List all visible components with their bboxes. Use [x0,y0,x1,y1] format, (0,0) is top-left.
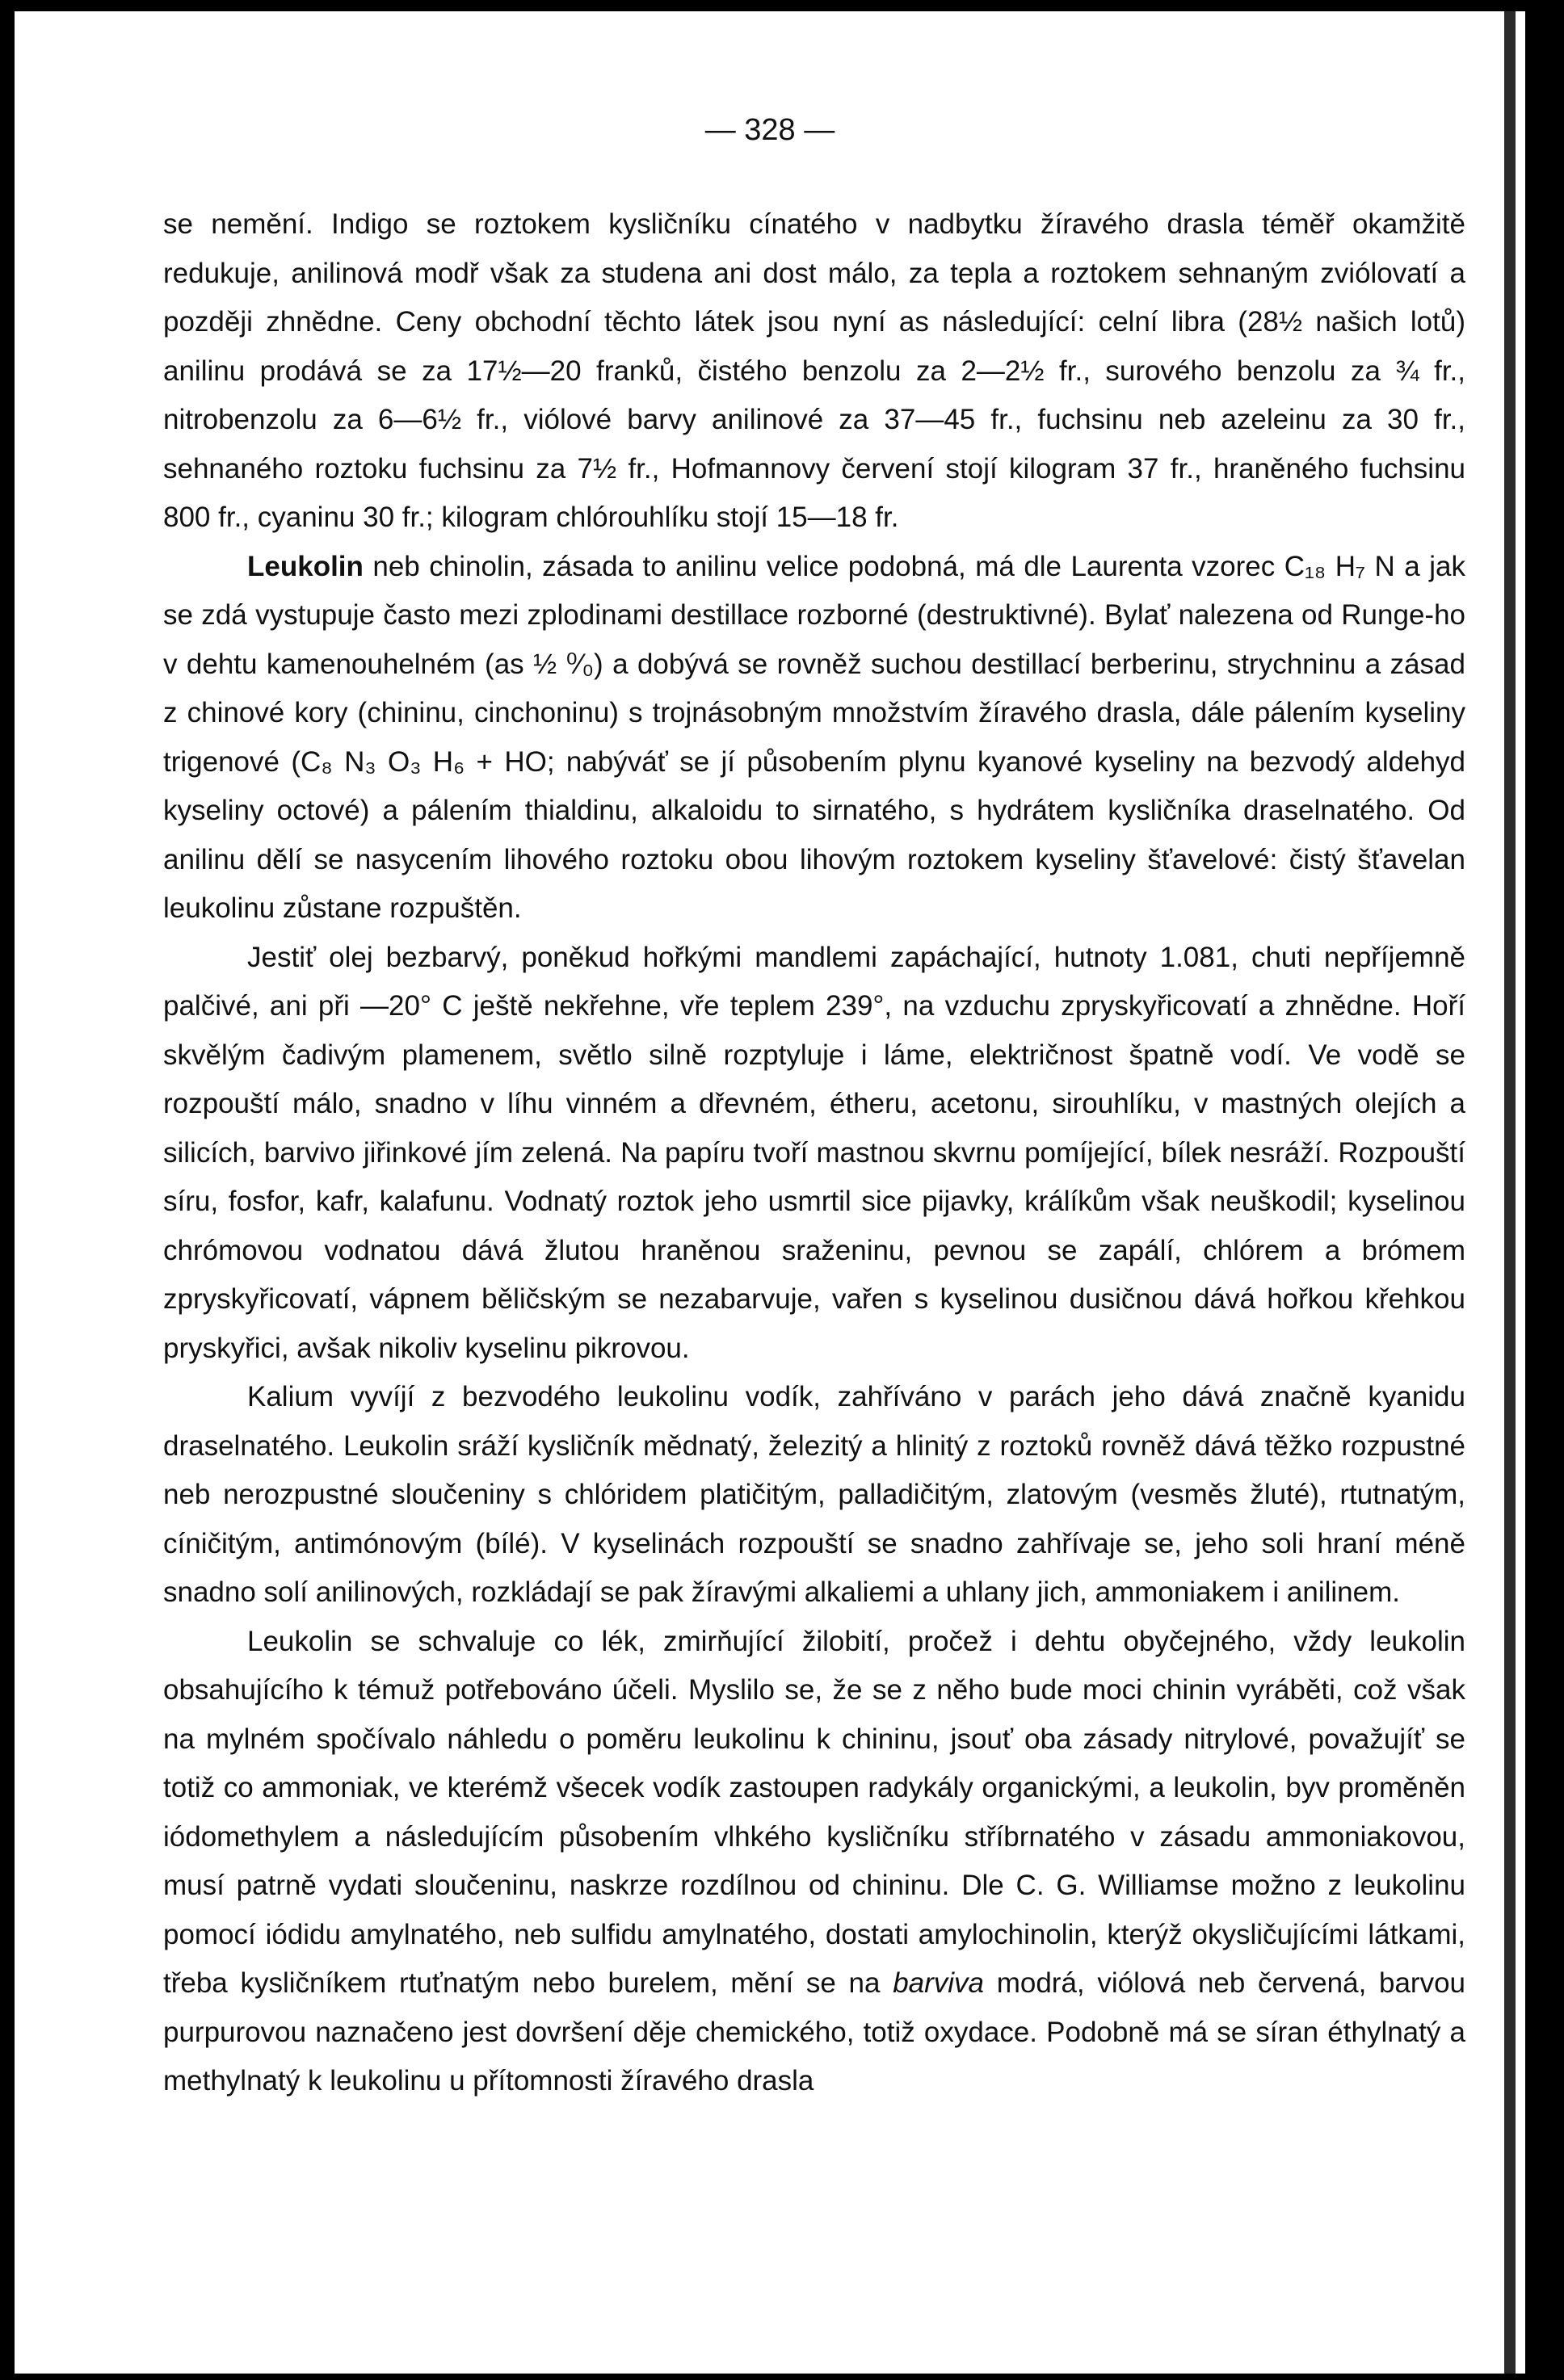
paragraph-2 [163,543,1465,934]
paragraph-3-text: Jestiť olej bezbarvý, poněkud hořkými mandlemi zapáchající, hutnoty 1.081, chuti nepříjemně palčivé, ani při —20° C ještě nekřehne, vře teplem 239°, na vzduchu zpryskyřicovatí a zhnědne. Hoří skvělým čadivým plamenem, světlo silně rozptyluje i láme, električnost špatně vodí. Ve vodě se rozpouští málo, snadno v líhu vinném a dřevném, étheru, acetonu, sirouhlíku, v mastných olejích a silicích, barvivo jiřinkové jím zelená. Na papíru tvoří mastnou skvrnu pomíjející, bílek nesráží. Rozpouští síru, fosfor, kafr, kalafunu. Vodnatý roztok jeho usmrtil sice pijavky, králíkům však neuškodil; kyselinou chrómovou vodnatou dává žlutou hraněnou sraženinu, pevnou se zapálí, chlórem a brómem zpryskyřicovatí, vápnem běličským se nezabarvuje, vařen s kyselinou dusičnou dává hořkou křehkou pryskyřici, avšak nikoliv kyselinu pikrovou. [163,941,1465,1364]
body-text [163,200,1465,2106]
paragraph-1 [163,200,1465,543]
paragraph-5-text-a: Leukolin se schvaluje co lék, zmirňující žilobití, pročež i dehtu obyčejného, vždy leukolin obsahujícího k témuž potřebováno účeli. Myslilo se, že se z něho bude moci chinin vyráběti, což však na mylném spočívalo náhledu o poměru leukolinu k chininu, jsouť oba zásady nitrylové, považujíť se totiž co ammoniak, ve kterémž všecek vodík zastoupen radykály organickými, a leukolin, byv proměněn iódomethylem a následujícím působením vlhkého kysličníku stříbrnatého v zásadu ammoniakovou, musí patrně vydati sloučeninu, naskrze rozdílnou od chininu. Dle C. G. Williamse možno z leukolinu pomocí iódidu amylnatého, neb sulfidu amylnatého, dostati amylochinolin, kterýž okysličujícími látkami, třeba kysličníkem rtuťnatým nebo burelem, mění se na [163,1625,1465,1999]
paragraph-4 [163,1373,1465,1618]
page-number: — 328 — [704,113,835,147]
paragraph-2-text: neb chinolin, zásada to anilinu velice podobná, má dle Laurenta vzorec C₁₈ H₇ N a jak se zdá vystupuje často mezi zplodinami destillace rozborné (destruktivné). Bylať nalezena od Runge-ho v dehtu kamenouhelném (as ½ ⁰⁄₀) a dobývá se rovněž suchou destillací berberinu, strychninu a zásad z chinové kory (chininu, cinchoninu) s trojnásobným množstvím žíravého drasla, dále pálením kyseliny trigenové (C₈ N₃ O₃ H₆ + HO; nabýváť se jí působením plynu kyanové kyseliny na bezvodý aldehyd kyseliny octové) a pálením thialdinu, alkaloidu to sirnatého, s hydrátem kysličníka draselnatého. Od anilinu dělí se nasycením lihového roztoku obou lihovým roztokem kyseliny šťavelové: čistý šťavelan leukolinu zůstane rozpuštěn. [163,550,1465,924]
paragraph-1-text: se nemění. Indigo se roztokem kysličníku cínatého v nadbytku žíravého drasla téměř okamžitě redukuje, anilinová modř však za studena ani dost málo, za tepla a roztokem sehnaným zviólovatí a později zhnědne. Ceny obchodní těchto látek jsou nyní as následující: celní libra (28½ našich lotů) anilinu prodává se za 17½—20 franků, čistého benzolu za 2—2½ fr., surového benzolu za ¾ fr., nitrobenzolu za 6—6½ fr., viólové barvy anilinové za 37—45 fr., fuchsinu neb azeleinu za 30 fr., sehnaného roztoku fuchsinu za 7½ fr., Hofmannovy červení stojí kilogram 37 fr., hraněného fuchsinu 800 fr., cyaninu 30 fr.; kilogram chlórouhlíku stojí 15—18 fr. [163,208,1465,533]
page-edge-shadow [1504,11,1516,2374]
keyword-leukolin: Leukolin [247,550,364,582]
paragraph-4-text: Kalium vyvíjí z bezvodého leukolinu vodík, zahříváno v parách jeho dává značně kyanidu draselnatého. Leukolin sráží kysličník mědnatý, železitý a hlinitý z roztoků rovněž dává těžko rozpustné neb nerozpustné sloučeniny s chlóridem platičitým, palladičitým, zlatovým (vesměs žluté), rtutnatým, cíničitým, antimónovým (bílé). V kyselinách rozpouští se snadno zahřívaje se, jeho soli hraní méně snadno solí anilinových, rozkládají se pak žíravými alkaliemi a uhlany jich, ammoniakem i anilinem. [163,1381,1465,1608]
paragraph-5-text-b: modrá, viólová neb červená, barvou purpurovou naznačeno jest dovršení děje chemického, totiž oxydace. Podobně má se síran éthylnatý a methylnatý k leukolinu u přítomnosti žíravého drasla [163,1967,1465,2097]
paragraph-5 [163,1618,1465,2106]
book-page [15,11,1525,2374]
italic-word-barviva: barviva [893,1967,985,1999]
paragraph-3 [163,934,1465,1374]
